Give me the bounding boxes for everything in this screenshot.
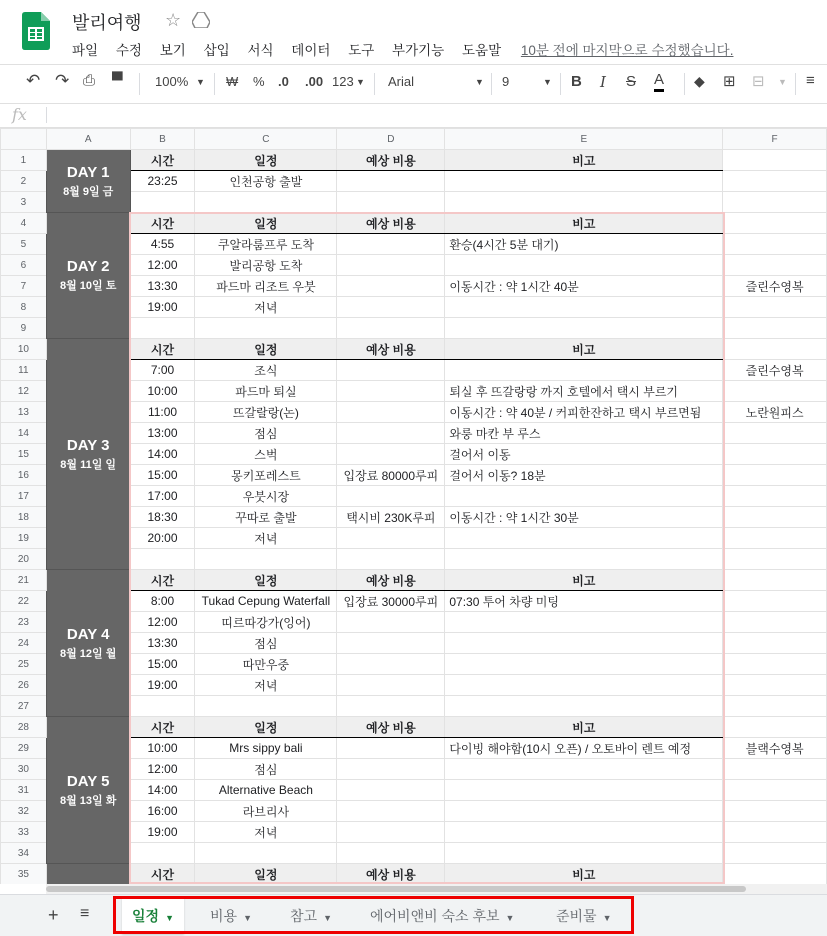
decrease-decimal-button[interactable]: .0 [278, 74, 289, 89]
row-header[interactable]: 4 [1, 213, 47, 234]
plan-cell[interactable]: 우붓시장 [195, 486, 337, 507]
column-header-e[interactable]: E [445, 129, 723, 150]
extra-cell[interactable] [723, 486, 827, 507]
plan-cell[interactable]: 파드마 리조트 우붓 [195, 276, 337, 297]
time-cell[interactable]: 18:30 [130, 507, 195, 528]
extra-cell[interactable] [723, 465, 827, 486]
note-header[interactable]: 비고 [445, 339, 723, 360]
cell[interactable] [337, 696, 445, 717]
time-cell[interactable]: 19:00 [130, 297, 195, 318]
row-header[interactable]: 32 [1, 801, 47, 822]
row-header[interactable]: 31 [1, 780, 47, 801]
time-cell[interactable]: 19:00 [130, 675, 195, 696]
cost-cell[interactable]: 택시비 230K루피 [337, 507, 445, 528]
column-header-f[interactable]: F [723, 129, 827, 150]
plan-cell[interactable]: 띠르따강가(잉어) [195, 612, 337, 633]
plan-cell[interactable]: 발리공항 도착 [195, 255, 337, 276]
row-header[interactable]: 29 [1, 738, 47, 759]
number-format-button[interactable]: 123 [332, 74, 354, 89]
plan-cell[interactable]: 점심 [195, 423, 337, 444]
spreadsheet-grid [0, 128, 827, 884]
row-header[interactable]: 35 [1, 864, 47, 885]
menu-help[interactable]: 도움말 [461, 43, 502, 58]
tab-label: 비용 [210, 908, 238, 924]
time-cell[interactable]: 13:30 [130, 633, 195, 654]
cell[interactable] [723, 150, 827, 171]
tab-label: 일정 [132, 908, 160, 924]
row-header[interactable]: 8 [1, 297, 47, 318]
cost-cell[interactable] [337, 738, 445, 759]
note-cell[interactable]: 이동시간 : 약 1시간 40분 [445, 276, 723, 297]
row-header[interactable]: 11 [1, 360, 47, 381]
cost-cell[interactable] [337, 486, 445, 507]
cost-cell[interactable] [337, 675, 445, 696]
extra-cell[interactable] [723, 675, 827, 696]
extra-cell[interactable] [723, 444, 827, 465]
cost-header[interactable]: 예상 비용 [337, 864, 445, 885]
zoom-select[interactable]: 100% [155, 74, 189, 89]
time-header[interactable]: 시간 [130, 213, 195, 234]
note-cell[interactable]: 와룽 마칸 부 루스 [445, 423, 723, 444]
plan-cell[interactable]: 꾸따로 출발 [195, 507, 337, 528]
menu-addons[interactable]: 부가기능 [392, 43, 445, 58]
row-header[interactable]: 10 [1, 339, 47, 360]
row-header[interactable]: 13 [1, 402, 47, 423]
toolbar [0, 64, 827, 104]
chevron-down-icon[interactable]: ▼ [543, 77, 552, 87]
tab-label: 에어비앤비 숙소 후보 [370, 908, 500, 924]
row-header[interactable]: 7 [1, 276, 47, 297]
cost-cell[interactable] [337, 276, 445, 297]
time-cell[interactable]: 13:30 [130, 276, 195, 297]
extra-cell[interactable]: 노란원피스 [723, 402, 827, 423]
time-cell[interactable]: 4:55 [130, 234, 195, 255]
cost-cell[interactable]: 입장료 30000루피 [337, 591, 445, 612]
chevron-down-icon: ▼ [505, 913, 515, 923]
chevron-down-icon[interactable]: ▼ [778, 77, 787, 87]
extra-cell[interactable] [723, 507, 827, 528]
extra-cell[interactable] [723, 171, 827, 192]
note-cell[interactable] [445, 801, 723, 822]
plan-cell[interactable]: Tukad Cepung Waterfall [195, 591, 337, 612]
chevron-down-icon[interactable]: ▼ [356, 77, 365, 87]
note-cell[interactable]: 다이빙 해야함(10시 오픈) / 오토바이 렌트 예정 [445, 738, 723, 759]
cell[interactable] [337, 843, 445, 864]
note-cell[interactable] [445, 360, 723, 381]
time-cell[interactable]: 14:00 [130, 780, 195, 801]
column-header-c[interactable]: C [195, 129, 337, 150]
day-block[interactable] [46, 717, 130, 864]
row-header[interactable]: 33 [1, 822, 47, 843]
note-cell[interactable] [445, 759, 723, 780]
column-header-a[interactable]: A [46, 129, 130, 150]
cell[interactable] [723, 843, 827, 864]
tab-label: 참고 [290, 908, 318, 924]
cell[interactable] [195, 192, 337, 213]
extra-cell[interactable] [723, 297, 827, 318]
merge-cells-icon[interactable]: ⊟ [752, 73, 765, 90]
cell[interactable] [337, 549, 445, 570]
cell[interactable] [445, 318, 723, 339]
column-header-b[interactable]: B [130, 129, 195, 150]
extra-cell[interactable] [723, 612, 827, 633]
cell[interactable] [130, 843, 195, 864]
cell[interactable] [723, 318, 827, 339]
redo-icon[interactable]: ↷ [55, 71, 70, 90]
row-header[interactable]: 18 [1, 507, 47, 528]
extra-cell[interactable] [723, 381, 827, 402]
time-header[interactable]: 시간 [130, 864, 195, 885]
note-cell[interactable] [445, 654, 723, 675]
cost-header[interactable]: 예상 비용 [337, 339, 445, 360]
cell[interactable] [195, 318, 337, 339]
time-header[interactable]: 시간 [130, 570, 195, 591]
time-header[interactable]: 시간 [130, 717, 195, 738]
extra-cell[interactable] [723, 822, 827, 843]
strikethrough-icon[interactable]: S [626, 73, 637, 90]
day-block[interactable] [46, 864, 130, 885]
cost-header[interactable]: 예상 비용 [337, 717, 445, 738]
italic-icon[interactable]: I [600, 73, 606, 91]
plan-cell[interactable]: 점심 [195, 633, 337, 654]
time-cell[interactable]: 20:00 [130, 528, 195, 549]
cell[interactable] [723, 696, 827, 717]
time-cell[interactable]: 7:00 [130, 360, 195, 381]
cell[interactable] [723, 213, 827, 234]
note-cell[interactable] [445, 297, 723, 318]
increase-decimal-button[interactable]: .00 [305, 74, 324, 89]
day-label: DAY 4 [66, 625, 110, 643]
row-header[interactable]: 20 [1, 549, 47, 570]
time-cell[interactable]: 23:25 [130, 171, 195, 192]
extra-cell[interactable] [723, 591, 827, 612]
note-cell[interactable] [445, 486, 723, 507]
plan-cell[interactable]: 라브리사 [195, 801, 337, 822]
extra-cell[interactable] [723, 255, 827, 276]
cell[interactable] [445, 192, 723, 213]
row-header[interactable]: 30 [1, 759, 47, 780]
fill-color-icon[interactable]: ◆ [694, 73, 705, 89]
cost-cell[interactable] [337, 423, 445, 444]
cost-cell[interactable] [337, 381, 445, 402]
extra-cell[interactable]: 즐린수영복 [723, 360, 827, 381]
row-header[interactable]: 5 [1, 234, 47, 255]
chevron-down-icon: ▼ [323, 913, 332, 923]
cell[interactable] [130, 192, 195, 213]
day-block[interactable] [46, 339, 130, 570]
row-header[interactable]: 28 [1, 717, 47, 738]
chevron-down-icon[interactable]: ▼ [475, 77, 484, 87]
document-title[interactable]: 발리여행 [72, 13, 142, 33]
sheets-logo-icon[interactable] [22, 12, 50, 50]
time-cell[interactable]: 17:00 [130, 486, 195, 507]
percent-button[interactable]: % [253, 74, 265, 89]
extra-cell[interactable] [723, 780, 827, 801]
note-cell[interactable] [445, 612, 723, 633]
extra-cell[interactable] [723, 801, 827, 822]
note-header[interactable]: 비고 [445, 213, 723, 234]
cost-cell[interactable] [337, 528, 445, 549]
cell[interactable] [723, 570, 827, 591]
row-header[interactable]: 17 [1, 486, 47, 507]
note-cell[interactable] [445, 780, 723, 801]
star-icon[interactable]: ☆ [165, 10, 182, 30]
row-header[interactable]: 25 [1, 654, 47, 675]
cost-cell[interactable] [337, 360, 445, 381]
cell[interactable] [195, 843, 337, 864]
plan-cell[interactable]: 저녁 [195, 528, 337, 549]
menu-bar [72, 39, 747, 59]
row-header[interactable]: 24 [1, 633, 47, 654]
cost-cell[interactable] [337, 612, 445, 633]
cost-cell[interactable] [337, 759, 445, 780]
column-header-d[interactable]: D [337, 129, 445, 150]
cost-cell[interactable] [337, 255, 445, 276]
note-cell[interactable] [445, 255, 723, 276]
plan-header[interactable]: 일정 [195, 150, 337, 171]
row-header[interactable]: 27 [1, 696, 47, 717]
cost-cell[interactable] [337, 402, 445, 423]
fx-icon: fx [12, 105, 27, 124]
extra-cell[interactable] [723, 633, 827, 654]
cell[interactable] [445, 843, 723, 864]
scrollbar-thumb[interactable] [46, 886, 746, 892]
last-edit-link[interactable]: 10분 전에 마지막으로 수정했습니다. [520, 43, 734, 58]
plan-cell[interactable]: Mrs sippy bali [195, 738, 337, 759]
note-cell[interactable]: 걸어서 이동 [445, 444, 723, 465]
time-cell[interactable]: 12:00 [130, 759, 195, 780]
font-size-select[interactable]: 9 [502, 74, 510, 89]
note-header[interactable]: 비고 [445, 570, 723, 591]
menu-view[interactable]: 보기 [159, 43, 186, 58]
horizontal-scrollbar[interactable] [46, 884, 827, 894]
day-date: 8월 10일 토 [60, 280, 117, 292]
plan-header[interactable]: 일정 [195, 717, 337, 738]
cost-cell[interactable] [337, 822, 445, 843]
font-select[interactable]: Arial [388, 74, 415, 89]
cost-cell[interactable] [337, 297, 445, 318]
time-cell[interactable]: 11:00 [130, 402, 195, 423]
cost-cell[interactable] [337, 780, 445, 801]
plan-cell[interactable]: 저녁 [195, 297, 337, 318]
time-cell[interactable]: 10:00 [130, 738, 195, 759]
day-label: DAY 3 [66, 436, 110, 454]
plan-cell[interactable]: 따만우중 [195, 654, 337, 675]
day-date: 8월 9일 금 [63, 185, 114, 198]
note-header[interactable]: 비고 [445, 150, 723, 171]
note-cell[interactable]: 이동시간 : 약 1시간 30분 [445, 507, 723, 528]
time-cell[interactable]: 12:00 [130, 255, 195, 276]
time-header[interactable]: 시간 [130, 150, 195, 171]
day-block[interactable] [46, 150, 130, 213]
bold-icon[interactable]: B [571, 73, 582, 90]
cost-cell[interactable] [337, 234, 445, 255]
row-header[interactable]: 16 [1, 465, 47, 486]
row-header[interactable]: 22 [1, 591, 47, 612]
note-cell[interactable] [445, 528, 723, 549]
cell[interactable] [723, 717, 827, 738]
title-bar [0, 0, 827, 64]
cell[interactable] [723, 339, 827, 360]
day-date: 8월 12일 월 [60, 647, 117, 660]
cell[interactable] [130, 318, 195, 339]
chevron-down-icon: ▼ [602, 913, 612, 923]
cost-cell[interactable] [337, 801, 445, 822]
plan-cell[interactable]: 인천공항 출발 [195, 171, 337, 192]
menu-insert[interactable]: 삽입 [203, 43, 230, 58]
cell[interactable] [195, 549, 337, 570]
plan-cell[interactable]: 뜨갈랄랑(논) [195, 402, 337, 423]
row-header[interactable]: 1 [1, 150, 47, 171]
extra-cell[interactable] [723, 759, 827, 780]
cell[interactable] [130, 696, 195, 717]
annotation-highlight-box [113, 896, 634, 934]
plan-cell[interactable]: 저녁 [195, 675, 337, 696]
day-label: DAY 1 [66, 163, 110, 181]
chevron-down-icon: ▼ [243, 913, 252, 923]
cost-header[interactable]: 예상 비용 [337, 150, 445, 171]
select-all-corner[interactable] [1, 129, 47, 150]
time-header[interactable]: 시간 [130, 339, 195, 360]
note-cell[interactable]: 이동시간 : 약 40분 / 커피한잔하고 택시 부르면됨 [445, 402, 723, 423]
plan-cell[interactable]: 몽키포레스트 [195, 465, 337, 486]
cell[interactable] [445, 696, 723, 717]
plan-cell[interactable]: 조식 [195, 360, 337, 381]
time-cell[interactable]: 12:00 [130, 612, 195, 633]
day-label: DAY 5 [66, 772, 110, 790]
formula-bar [0, 103, 827, 128]
cost-cell[interactable] [337, 171, 445, 192]
currency-button[interactable]: ₩ [226, 74, 239, 89]
menu-edit[interactable]: 수정 [115, 43, 142, 58]
day-block[interactable] [46, 570, 130, 717]
row-header[interactable]: 12 [1, 381, 47, 402]
plan-cell[interactable]: 스벅 [195, 444, 337, 465]
note-cell[interactable] [445, 675, 723, 696]
cost-cell[interactable]: 입장료 80000루피 [337, 465, 445, 486]
time-cell[interactable]: 8:00 [130, 591, 195, 612]
time-cell[interactable]: 15:00 [130, 654, 195, 675]
note-cell[interactable]: 환승(4시간 5분 대기) [445, 234, 723, 255]
day-date: 8월 11일 일 [60, 458, 117, 471]
undo-icon[interactable]: ↶ [26, 71, 41, 90]
time-cell[interactable]: 14:00 [130, 444, 195, 465]
note-cell[interactable] [445, 822, 723, 843]
extra-cell[interactable]: 즐린수영복 [723, 276, 827, 297]
cell[interactable] [337, 192, 445, 213]
row-header[interactable]: 3 [1, 192, 47, 213]
text-color-icon[interactable]: A [654, 71, 664, 92]
cell[interactable] [723, 192, 827, 213]
time-cell[interactable]: 15:00 [130, 465, 195, 486]
day-block[interactable] [46, 213, 130, 339]
note-cell[interactable] [445, 633, 723, 654]
all-sheets-icon[interactable]: ≡ [80, 905, 90, 922]
plan-cell[interactable]: Alternative Beach [195, 780, 337, 801]
plan-cell[interactable]: 쿠알라룸프루 도착 [195, 234, 337, 255]
extra-cell[interactable] [723, 234, 827, 255]
print-icon[interactable]: ⎙ [83, 72, 96, 89]
extra-cell[interactable] [723, 528, 827, 549]
cell[interactable] [195, 696, 337, 717]
note-cell[interactable]: 걸어서 이동? 18분 [445, 465, 723, 486]
row-header[interactable]: 9 [1, 318, 47, 339]
row-header[interactable]: 14 [1, 423, 47, 444]
cost-cell[interactable] [337, 654, 445, 675]
day-date: 8월 13일 화 [60, 794, 117, 807]
menu-tools[interactable]: 도구 [348, 43, 375, 58]
note-cell[interactable]: 07:30 투어 차량 미팅 [445, 591, 723, 612]
row-header[interactable]: 26 [1, 675, 47, 696]
extra-cell[interactable] [723, 654, 827, 675]
plan-header[interactable]: 일정 [195, 570, 337, 591]
plan-cell[interactable]: 파드마 퇴실 [195, 381, 337, 402]
plan-cell[interactable]: 점심 [195, 759, 337, 780]
chevron-down-icon[interactable]: ▼ [196, 77, 205, 87]
row-header[interactable]: 15 [1, 444, 47, 465]
extra-cell[interactable]: 블랙수영복 [723, 738, 827, 759]
paint-format-icon[interactable]: ▀ [112, 72, 123, 89]
extra-cell[interactable] [723, 423, 827, 444]
cost-header[interactable]: 예상 비용 [337, 213, 445, 234]
chevron-down-icon: ▼ [165, 913, 174, 923]
cost-header[interactable]: 예상 비용 [337, 570, 445, 591]
row-header[interactable]: 6 [1, 255, 47, 276]
time-cell[interactable]: 16:00 [130, 801, 195, 822]
time-cell[interactable]: 13:00 [130, 423, 195, 444]
row-header[interactable]: 19 [1, 528, 47, 549]
note-cell[interactable] [445, 171, 723, 192]
tab-label: 준비물 [556, 908, 597, 924]
borders-icon[interactable]: ⊞ [723, 73, 736, 90]
menu-format[interactable]: 서식 [247, 43, 274, 58]
plan-cell[interactable]: 저녁 [195, 822, 337, 843]
row-header[interactable]: 34 [1, 843, 47, 864]
row-header[interactable]: 2 [1, 171, 47, 192]
cell[interactable] [723, 864, 827, 885]
cost-cell[interactable] [337, 444, 445, 465]
add-sheet-icon[interactable]: + [48, 905, 59, 925]
cost-cell[interactable] [337, 633, 445, 654]
cell[interactable] [445, 549, 723, 570]
align-icon[interactable]: ≡ [806, 72, 815, 89]
menu-file[interactable]: 파일 [72, 43, 99, 58]
move-to-drive-icon[interactable] [192, 12, 210, 28]
plan-header[interactable]: 일정 [195, 213, 337, 234]
plan-header[interactable]: 일정 [195, 339, 337, 360]
cell[interactable] [723, 549, 827, 570]
day-label: DAY 2 [66, 258, 110, 275]
row-header[interactable]: 23 [1, 612, 47, 633]
menu-data[interactable]: 데이터 [291, 43, 331, 58]
row-header[interactable]: 21 [1, 570, 47, 591]
time-cell[interactable]: 19:00 [130, 822, 195, 843]
note-header[interactable]: 비고 [445, 864, 723, 885]
note-header[interactable]: 비고 [445, 717, 723, 738]
cell[interactable] [130, 549, 195, 570]
cell[interactable] [337, 318, 445, 339]
time-cell[interactable]: 10:00 [130, 381, 195, 402]
plan-header[interactable]: 일정 [195, 864, 337, 885]
note-cell[interactable]: 퇴실 후 뜨갈랑랑 까지 호텔에서 택시 부르기 [445, 381, 723, 402]
